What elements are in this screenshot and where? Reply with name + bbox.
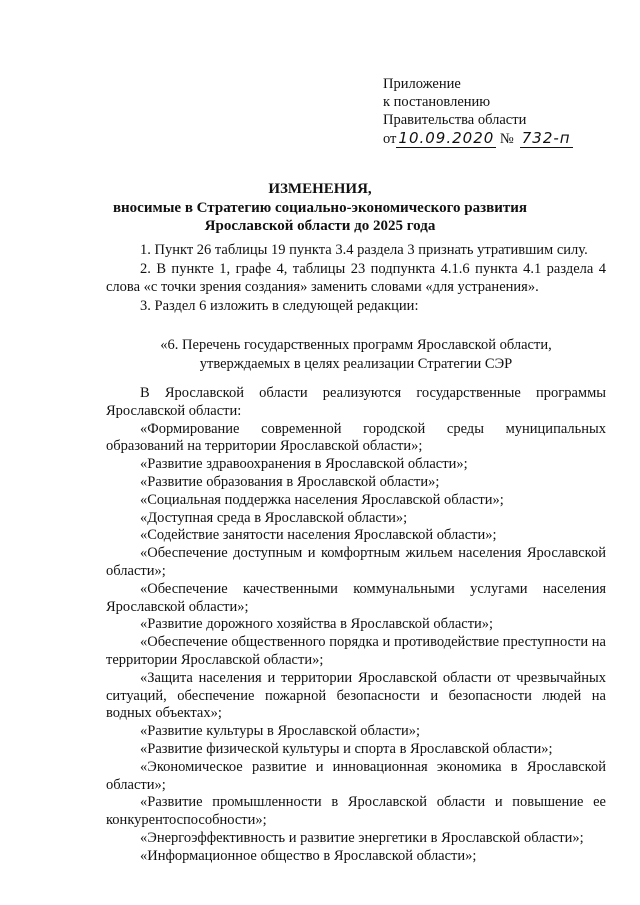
- section-title-line-1: «6. Перечень государственных программ Ярославской области,: [160, 337, 552, 353]
- amendment-item-3: 3. Раздел 6 изложить в следующей редакции:: [140, 297, 419, 314]
- number-label: №: [499, 131, 514, 147]
- program-item: «Обеспечение доступным и комфортным жильем населения Ярославской области»;: [106, 545, 606, 579]
- programs-section: [106, 385, 606, 866]
- program-item: «Социальная поддержка населения Ярославской области»;: [140, 491, 504, 508]
- title-line-2: вносимые в Стратегию социально-экономического развития: [112, 199, 528, 216]
- program-item: «Развитие промышленности в Ярославской области и повышение ее конкурентоспособности»;: [106, 794, 606, 829]
- section-title-line-2: утверждаемых в целях реализации Стратегии СЭР: [199, 355, 513, 372]
- title-line-3: Ярославской области до 2025 года: [204, 218, 436, 234]
- program-item: «Экономическое развитие и инновационная экономика в Ярославской области»;: [106, 758, 606, 793]
- program-item: «Доступная среда в Ярославской области»;: [140, 509, 408, 526]
- program-item: «Развитие культуры в Ярославской области»;: [140, 723, 421, 740]
- program-item: «Развитие образования в Ярославской области»;: [140, 473, 440, 490]
- program-item: «Содействие занятости населения Ярославской области»;: [140, 527, 497, 544]
- title-line-1: ИЗМЕНЕНИЯ,: [268, 181, 372, 197]
- appendix-block: [383, 75, 573, 148]
- program-item: «Обеспечение общественного порядка и противодействие преступности на территории Ярославской области»;: [106, 634, 606, 668]
- program-item: «Развитие физической культуры и спорта в Ярославской области»;: [140, 740, 553, 757]
- document-title: [0, 180, 640, 236]
- from-label: от: [383, 131, 397, 147]
- programs-intro: В Ярославской области реализуются государственные программы Ярославской области:: [106, 385, 606, 419]
- program-item: «Информационное общество в Ярославской области»;: [140, 847, 477, 864]
- program-item: «Развитие здравоохранения в Ярославской области»;: [140, 456, 468, 473]
- appendix-line-1: Приложение: [383, 76, 461, 92]
- program-item: «Обеспечение качественными коммунальными услугами населения Ярославской области»;: [106, 580, 606, 615]
- appendix-date-line: [383, 129, 573, 148]
- amendment-items: [106, 241, 606, 315]
- program-item: «Развитие дорожного хозяйства в Ярославской области»;: [140, 616, 494, 633]
- appendix-line-2: к постановлению: [383, 94, 491, 110]
- amendment-item-2: 2. В пункте 1, графе 4, таблицы 23 подпункта 4.1.6 пункта 4.1 раздела 4 слова «с точки зрения создания» заменить словами «для устранения».: [106, 260, 606, 295]
- program-item: «Энергоэффективность и развитие энергетики в Ярославской области»;: [140, 829, 584, 846]
- section-title: [106, 336, 606, 373]
- program-item: «Формирование современной городской среды муниципальных образований на территории Ярославской области»;: [106, 420, 606, 455]
- appendix-line-3: Правительства области: [383, 112, 527, 128]
- handwritten-date: 10.09.2020: [398, 129, 495, 147]
- handwritten-number: 732-п: [521, 129, 571, 147]
- amendment-item-1: 1. Пункт 26 таблицы 19 пункта 3.4 раздела 3 признать утратившим силу.: [140, 242, 588, 258]
- program-item: «Защита населения и территории Ярославской области от чрезвычайных ситуаций, обеспечение пожарной безопасности и безопасности людей на водных объектах»;: [106, 669, 606, 722]
